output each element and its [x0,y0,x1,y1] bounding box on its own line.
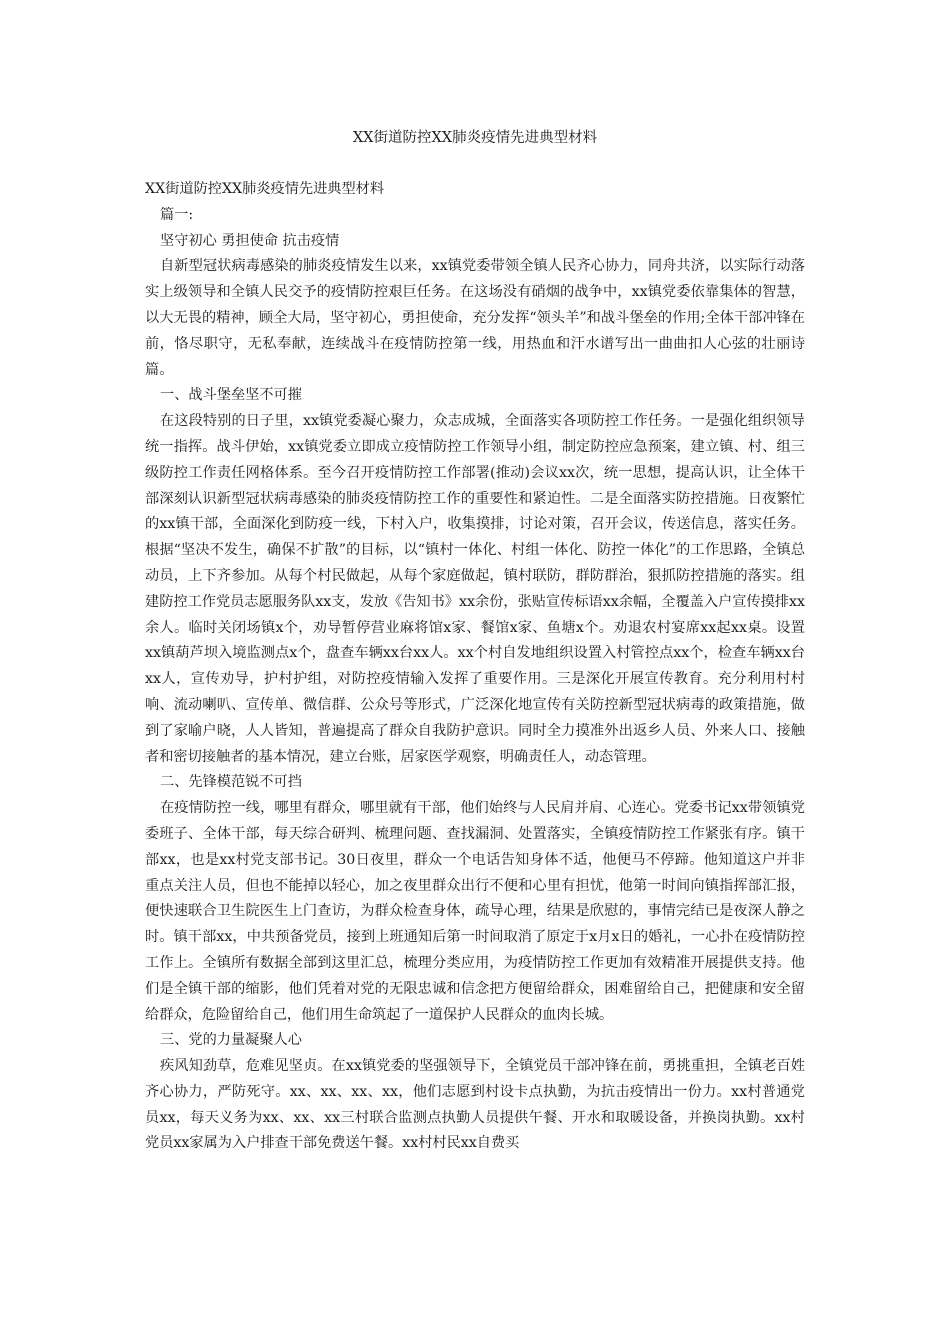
section-label-paragraph: 篇一: [160,206,194,223]
theme-heading-paragraph: 坚守初心 勇担使命 抗击疫情 [160,232,340,249]
document-title: XX街道防控XX肺炎疫情先进典型材料 [352,130,598,146]
heading-two: 二、先锋模范锐不可挡 [160,774,302,791]
heading-one: 一、战斗堡垒坚不可摧 [160,387,302,404]
document-body [145,177,805,1157]
section-two-paragraph: 在疫情防控一线，哪里有群众，哪里就有干部，他们始终与人民肩并肩、心连心。党委书记xx带领镇党委班子、全体干部，每天综合研判、梳理问题、查找漏洞、处置落实，全镇疫情防控工作紧张有序。镇干部xx，也是xx村党支部书记。30日夜里，群众一个电话告知身体不适，他便马不停蹄。他知道这户并非重点关注人员，但也不能掉以轻心，加之夜里群众出行不便和心里有担忧，他第一时间向镇指挥部汇报，便快速联合卫生院医生上门查访，为群众检查身体，疏导心理，结果是欣慰的，事情完结已是夜深人静之时。镇干部xx，中共预备党员，接到上班通知后第一时间取消了原定于x月x日的婚礼，一心扑在疫情防控工作上。全镇所有数据全部到这里汇总，梳理分类应用，为疫情防控工作更加有效精准开展提供支持。他们是全镇干部的缩影，他们凭着对党的无限忠诚和信念把方便留给群众，困难留给自己，把健康和安全留给群众，危险留给自己，他们用生命筑起了一道保护人民群众的血肉长城。 [145,800,805,1023]
subtitle-paragraph: XX街道防控XX肺炎疫情先进典型材料 [145,181,385,197]
section-three-paragraph: 疾风知劲草，危难见坚贞。在xx镇党委的坚强领导下，全镇党员干部冲锋在前，勇挑重担，全镇老百姓齐心协力，严防死守。xx、xx、xx、xx，他们志愿到村设卡点执勤，为抗击疫情出一份力。xx村普通党员xx，每天义务为xx、xx、xx三村联合监测点执勤人员提供午餐、开水和取暖设备，并换岗执勤。xx村党员xx家属为入户排查干部免费送午餐。xx村村民xx自费买 [145,1058,805,1152]
intro-paragraph: 自新型冠状病毒感染的肺炎疫情发生以来，xx镇党委带领全镇人民齐心协力，同舟共济，以实际行动落实上级领导和全镇人民交予的疫情防控艰巨任务。在这场没有硝烟的战争中，xx镇党委依靠集体的智慧，以大无畏的精神，顾全大局，坚守初心，勇担使命，充分发挥“领头羊”和战斗堡垒的作用;全体干部冲锋在前，恪尽职守，无私奉献，连续战斗在疫情防控第一线，用热血和汗水谱写出一曲曲扣人心弦的壮丽诗篇。 [145,258,805,378]
section-one-paragraph: 在这段特别的日子里，xx镇党委凝心聚力，众志成城，全面落实各项防控工作任务。一是强化组织领导统一指挥。战斗伊始，xx镇党委立即成立疫情防控工作领导小组，制定防控应急预案，建立镇、村、组三级防控工作责任网格体系。至今召开疫情防控工作部署(推动)会议xx次，统一思想，提高认识，让全体干部深刻认识新型冠状病毒感染的肺炎疫情防控工作的重要性和紧迫性。二是全面落实防控措施。日夜繁忙的xx镇干部，全面深化到防疫一线，下村入户，收集摸排，讨论对策，召开会议，传送信息，落实任务。根据“坚决不发生，确保不扩散”的目标，以“镇村一体化、村组一体化、防控一体化”的工作思路，全镇总动员，上下齐参加。从每个村民做起，从每个家庭做起，镇村联防，群防群治，狠抓防控措施的落实。组建防控工作党员志愿服务队xx支，发放《告知书》xx余份，张贴宣传标语xx余幅，全覆盖入户宣传摸排xx余人。临时关闭场镇x个，劝导暂停营业麻将馆x家、餐馆x家、鱼塘x个。劝退农村宴席xx起xx桌。设置xx镇葫芦坝入境监测点x个，盘查车辆xx台xx人。xx个村自发地组织设置入村管控点xx个，检查车辆xx台xx人，宣传劝导，护村护组，对防控疫情输入发挥了重要作用。三是深化开展宣传教育。充分利用村村响、流动喇叭、宣传单、微信群、公众号等形式，广泛深化地宣传有关防控新型冠状病毒的政策措施，做到了家喻户晓，人人皆知，普遍提高了群众自我防护意识。同时全力摸准外出返乡人员、外来人口、接触者和密切接触者的基本情况，建立台账，居家医学观察，明确责任人，动态管理。 [145,413,805,765]
heading-three: 三、党的力量凝聚人心 [160,1032,302,1049]
